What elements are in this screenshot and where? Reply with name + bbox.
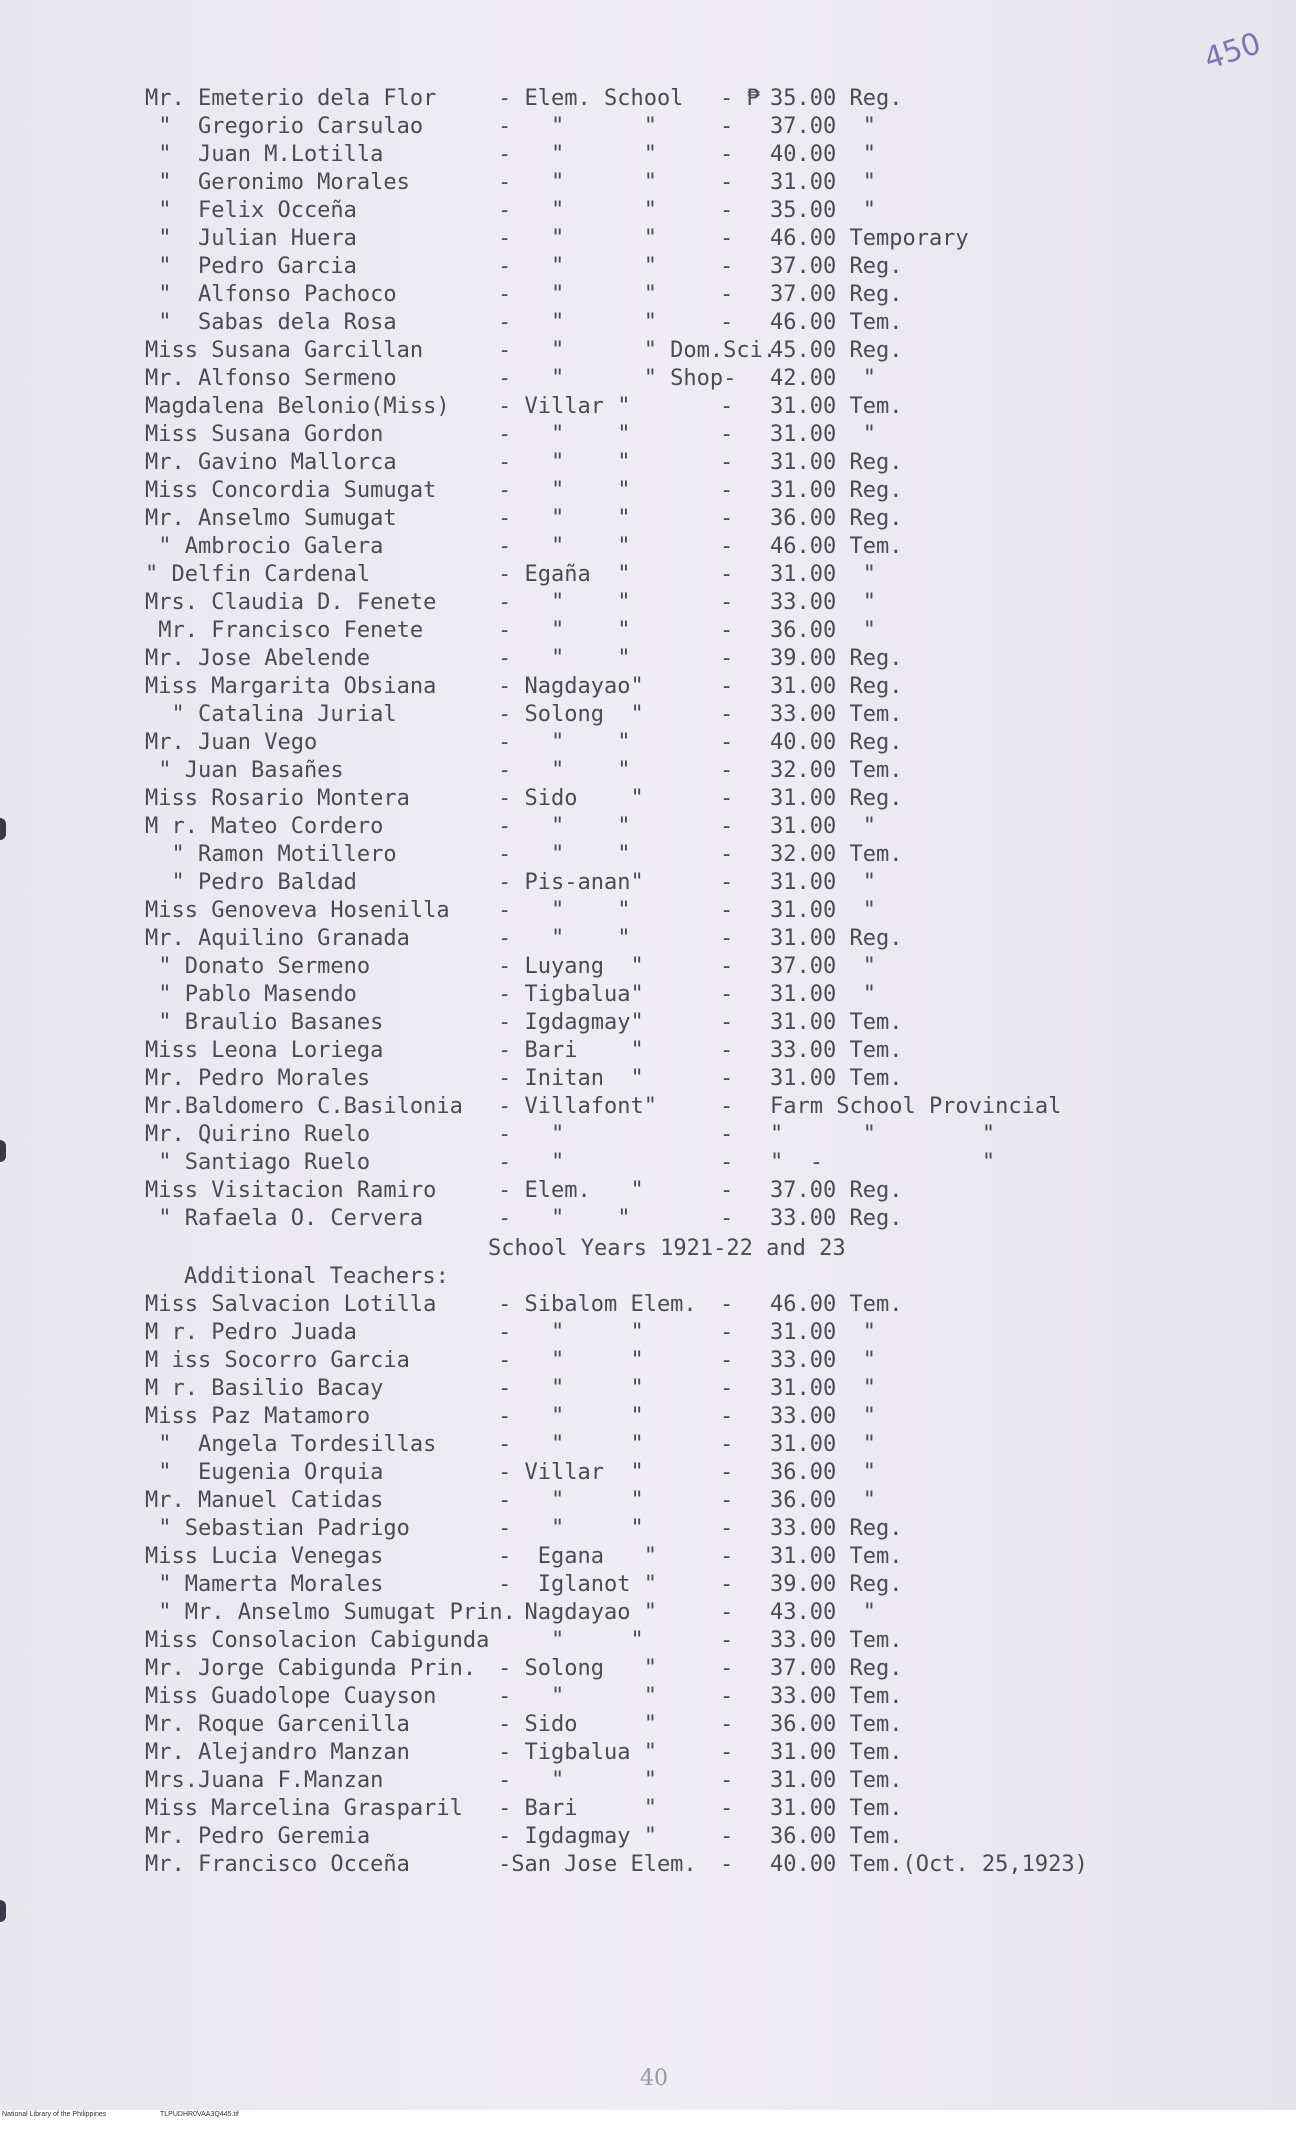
separator: -: [720, 982, 734, 1007]
school-name: - " ": [498, 254, 657, 279]
school-name: - " ": [498, 590, 631, 615]
teacher-name: " Ambrocio Galera: [145, 534, 384, 559]
school-name: - Elem. ": [498, 1178, 644, 1203]
separator: -: [720, 450, 734, 475]
salary-status: 31.00 Reg.: [770, 674, 903, 699]
school-name: - " ": [498, 506, 631, 531]
teacher-name: " Delfin Cardenal: [145, 562, 371, 587]
teacher-name: Mr. Aquilino Granada: [145, 926, 410, 951]
teacher-name: " Pedro Baldad: [145, 870, 357, 895]
salary-status: 37.00 ": [770, 114, 876, 139]
school-name: - " ": [498, 170, 657, 195]
salary-status: " - ": [770, 1150, 996, 1175]
salary-status: 46.00 Tem.: [770, 534, 903, 559]
binding-hole: [0, 1140, 6, 1162]
salary-status: 31.00 ": [770, 870, 876, 895]
school-name: - " ": [498, 1376, 644, 1401]
salary-status: 31.00 Tem.: [770, 1544, 903, 1569]
school-name: - Sibalom Elem.: [498, 1292, 697, 1317]
salary-status: 45.00 Reg.: [770, 338, 903, 363]
page-number: 450: [1199, 26, 1266, 77]
teacher-name: " Sebastian Padrigo: [145, 1516, 410, 1541]
teacher-name: Mr. Gavino Mallorca: [145, 450, 397, 475]
salary-status: 31.00 ": [770, 814, 876, 839]
separator: -: [720, 422, 734, 447]
separator: -: [720, 282, 734, 307]
separator: -: [720, 1122, 734, 1147]
teacher-name: " Mr. Anselmo Sumugat Prin.: [145, 1600, 516, 1625]
school-name: - Luyang ": [498, 954, 644, 979]
school-name: Nagdayao ": [498, 1600, 657, 1625]
salary-status: 43.00 ": [770, 1600, 876, 1625]
school-name: - Bari ": [498, 1038, 644, 1063]
school-name: " ": [498, 1628, 644, 1653]
footer-file: TLPUDHR0VAA3Q445.tif: [160, 2111, 239, 2118]
teacher-name: M r. Basilio Bacay: [145, 1376, 384, 1401]
separator: -: [720, 1684, 734, 1709]
school-name: - ": [498, 1150, 565, 1175]
salary-status: 31.00 ": [770, 422, 876, 447]
school-name: - Tigbalua ": [498, 1740, 657, 1765]
school-name: - " " Dom.Sci.: [498, 338, 777, 363]
school-name: - Igdagmay": [498, 1010, 644, 1035]
teacher-name: Mr. Jose Abelende: [145, 646, 371, 671]
teacher-name: Mr. Pedro Morales: [145, 1066, 371, 1091]
school-name: - " ": [498, 198, 657, 223]
separator: -: [720, 1010, 734, 1035]
separator: -: [720, 198, 734, 223]
bottom-mark: 40: [640, 2066, 668, 2091]
separator: -: [720, 142, 734, 167]
salary-status: 37.00 ": [770, 954, 876, 979]
teacher-name: " Angela Tordesillas: [145, 1432, 437, 1457]
salary-status: 36.00 ": [770, 618, 876, 643]
school-name: - Solong ": [498, 702, 644, 727]
salary-status: 36.00 Tem.: [770, 1712, 903, 1737]
separator: -: [720, 1572, 734, 1597]
school-name: - " ": [498, 758, 631, 783]
school-name: - " ": [498, 450, 631, 475]
salary-status: 35.00 ": [770, 198, 876, 223]
teacher-name: Mr. Juan Vego: [145, 730, 318, 755]
salary-status: 36.00 ": [770, 1488, 876, 1513]
teacher-name: " Eugenia Orquia: [145, 1460, 384, 1485]
salary-status: 31.00 ": [770, 1432, 876, 1457]
separator: -: [720, 898, 734, 923]
salary-status: " " ": [770, 1122, 996, 1147]
teacher-name: Miss Paz Matamoro: [145, 1404, 371, 1429]
school-name: - " ": [498, 422, 631, 447]
salary-status: 31.00 Tem.: [770, 1740, 903, 1765]
salary-status: 31.00 ": [770, 898, 876, 923]
school-name: - Igdagmay ": [498, 1824, 657, 1849]
separator: -: [720, 1094, 734, 1119]
salary-status: 39.00 Reg.: [770, 1572, 903, 1597]
separator: -: [720, 1768, 734, 1793]
salary-status: 32.00 Tem.: [770, 842, 903, 867]
school-name: - Egana ": [498, 1544, 657, 1569]
separator: -: [720, 1656, 734, 1681]
separator: -: [720, 170, 734, 195]
binding-hole: [0, 818, 6, 840]
school-name: - " ": [498, 1516, 644, 1541]
school-name: - " " Shop-: [498, 366, 737, 391]
teacher-name: " Alfonso Pachoco: [145, 282, 397, 307]
salary-status: 31.00 Tem.: [770, 1010, 903, 1035]
teacher-name: " Mamerta Morales: [145, 1572, 384, 1597]
salary-status: 33.00 Tem.: [770, 1628, 903, 1653]
school-name: - " ": [498, 310, 657, 335]
separator: -: [720, 1824, 734, 1849]
separator: -: [720, 1740, 734, 1765]
salary-status: 36.00 Reg.: [770, 506, 903, 531]
salary-status: 33.00 ": [770, 590, 876, 615]
salary-status: 37.00 Reg.: [770, 282, 903, 307]
school-name: -San Jose Elem.: [498, 1852, 697, 1877]
school-name: - " ": [498, 142, 657, 167]
school-name: - ": [498, 1122, 565, 1147]
separator: -: [720, 1292, 734, 1317]
separator: -: [720, 1460, 734, 1485]
teacher-name: Mr. Alejandro Manzan: [145, 1740, 410, 1765]
teacher-name: " Braulio Basanes: [145, 1010, 384, 1035]
separator: -: [720, 1376, 734, 1401]
teacher-name: Mr. Emeterio dela Flor: [145, 86, 437, 111]
teacher-name: M r. Pedro Juada: [145, 1320, 357, 1345]
separator: -: [720, 506, 734, 531]
school-name: - Tigbalua": [498, 982, 644, 1007]
separator: -: [720, 1432, 734, 1457]
salary-status: 31.00 Reg.: [770, 926, 903, 951]
salary-status: 46.00 Tem.: [770, 310, 903, 335]
salary-status: 33.00 Reg.: [770, 1516, 903, 1541]
school-name: - Bari ": [498, 1796, 657, 1821]
school-name: - " ": [498, 1488, 644, 1513]
school-name: - Solong ": [498, 1656, 657, 1681]
school-name: - " ": [498, 534, 631, 559]
footer: [0, 2110, 1296, 2119]
salary-status: 31.00 ": [770, 982, 876, 1007]
salary-status: 33.00 Reg.: [770, 1206, 903, 1231]
salary-status: 33.00 Tem.: [770, 702, 903, 727]
salary-status: 31.00 ": [770, 1320, 876, 1345]
separator: -: [720, 226, 734, 251]
separator: -: [720, 1404, 734, 1429]
school-name: - Sido ": [498, 1712, 657, 1737]
teacher-name: Mr. Francisco Occeña: [145, 1852, 410, 1877]
separator: -: [720, 702, 734, 727]
separator: -: [720, 814, 734, 839]
teacher-name: Miss Leona Loriega: [145, 1038, 384, 1063]
school-years-heading: School Years 1921-22 and 23: [488, 1236, 846, 1261]
salary-status: 32.00 Tem.: [770, 758, 903, 783]
salary-status: 33.00 Tem.: [770, 1684, 903, 1709]
salary-status: 37.00 Reg.: [770, 254, 903, 279]
salary-status: 31.00 Tem.: [770, 1066, 903, 1091]
teacher-name: Mrs.Juana F.Manzan: [145, 1768, 384, 1793]
teacher-name: Mr. Francisco Fenete: [145, 618, 424, 643]
separator: -: [720, 534, 734, 559]
binding-hole: [0, 1900, 6, 1922]
separator: -: [720, 1796, 734, 1821]
teacher-name: Miss Salvacion Lotilla: [145, 1292, 437, 1317]
salary-status: 42.00 ": [770, 366, 876, 391]
school-name: - Iglanot ": [498, 1572, 657, 1597]
teacher-name: " Ramon Motillero: [145, 842, 397, 867]
school-name: - " ": [498, 1684, 657, 1709]
salary-status: 31.00 ": [770, 1376, 876, 1401]
salary-status: 31.00 Tem.: [770, 394, 903, 419]
salary-status: 36.00 ": [770, 1460, 876, 1485]
separator: -: [720, 1320, 734, 1345]
school-name: - " ": [498, 618, 631, 643]
separator: -: [720, 254, 734, 279]
school-name: - " ": [498, 1432, 644, 1457]
separator: -: [720, 1066, 734, 1091]
school-name: - " ": [498, 842, 631, 867]
salary-status: 31.00 Tem.: [770, 1796, 903, 1821]
salary-status: 33.00 ": [770, 1404, 876, 1429]
separator: -: [720, 590, 734, 615]
salary-status: 33.00 ": [770, 1348, 876, 1373]
teacher-name: " Julian Huera: [145, 226, 357, 251]
teacher-name: " Juan Basañes: [145, 758, 344, 783]
school-name: - Nagdayao": [498, 674, 644, 699]
separator: -: [720, 1544, 734, 1569]
school-name: - Villar ": [498, 394, 631, 419]
teacher-name: Miss Marcelina Grasparil: [145, 1796, 463, 1821]
school-name: - " ": [498, 646, 631, 671]
separator: -: [720, 1206, 734, 1231]
teacher-name: " Sabas dela Rosa: [145, 310, 397, 335]
separator: -: [720, 1348, 734, 1373]
teacher-name: Mrs. Claudia D. Fenete: [145, 590, 437, 615]
teacher-name: Miss Susana Gordon: [145, 422, 384, 447]
school-name: - " ": [498, 114, 657, 139]
salary-status: 46.00 Tem.: [770, 1292, 903, 1317]
school-name: - Sido ": [498, 786, 644, 811]
separator: -: [720, 926, 734, 951]
salary-status: 46.00 Temporary: [770, 226, 969, 251]
school-name: - " ": [498, 1348, 644, 1373]
teacher-name: Miss Consolacion Cabigunda: [145, 1628, 490, 1653]
school-name: - " ": [498, 1768, 657, 1793]
teacher-name: Miss Lucia Venegas: [145, 1544, 384, 1569]
salary-status: 31.00 Reg.: [770, 450, 903, 475]
separator: -: [720, 1628, 734, 1653]
separator: -: [720, 1516, 734, 1541]
separator: -: [720, 1038, 734, 1063]
additional-teachers-heading: Additional Teachers:: [184, 1264, 449, 1289]
salary-status: 33.00 Tem.: [770, 1038, 903, 1063]
salary-status: Farm School Provincial: [770, 1094, 1062, 1119]
separator: -: [720, 1178, 734, 1203]
salary-status: 31.00 Reg.: [770, 786, 903, 811]
separator: -: [720, 870, 734, 895]
teacher-name: " Catalina Jurial: [145, 702, 397, 727]
separator: -: [720, 1712, 734, 1737]
teacher-name: Mr. Alfonso Sermeno: [145, 366, 397, 391]
school-name: - Villar ": [498, 1460, 644, 1485]
school-name: - " ": [498, 814, 631, 839]
salary-status: 31.00 Tem.: [770, 1768, 903, 1793]
teacher-name: Mr. Manuel Catidas: [145, 1488, 384, 1513]
teacher-name: Miss Susana Garcillan: [145, 338, 424, 363]
teacher-name: Mr.Baldomero C.Basilonia: [145, 1094, 463, 1119]
teacher-name: Miss Concordia Sumugat: [145, 478, 437, 503]
salary-status: 31.00 Reg.: [770, 478, 903, 503]
separator: -: [720, 618, 734, 643]
separator: -: [720, 786, 734, 811]
salary-status: 37.00 Reg.: [770, 1178, 903, 1203]
teacher-name: Mr. Anselmo Sumugat: [145, 506, 397, 531]
separator: -: [720, 1600, 734, 1625]
salary-status: 31.00 ": [770, 170, 876, 195]
salary-status: 36.00 Tem.: [770, 1824, 903, 1849]
separator: -: [720, 1488, 734, 1513]
teacher-name: M r. Mateo Cordero: [145, 814, 384, 839]
teacher-name: Mr. Jorge Cabigunda Prin.: [145, 1656, 477, 1681]
teacher-name: Miss Genoveva Hosenilla: [145, 898, 450, 923]
separator: -: [720, 1150, 734, 1175]
school-name: - Initan ": [498, 1066, 644, 1091]
school-name: - " ": [498, 926, 631, 951]
school-name: - " ": [498, 226, 657, 251]
salary-status: 39.00 Reg.: [770, 646, 903, 671]
school-name: - " ": [498, 1320, 644, 1345]
salary-status: 40.00 Tem.(Oct. 25,1923): [770, 1852, 1088, 1877]
teacher-name: Miss Guadolope Cuayson: [145, 1684, 437, 1709]
school-name: - Pis-anan": [498, 870, 644, 895]
footer-source: National Library of the Philippines: [2, 2111, 107, 2118]
separator: -: [720, 954, 734, 979]
separator: -: [720, 114, 734, 139]
teacher-name: " Pablo Masendo: [145, 982, 357, 1007]
teacher-name: " Rafaela O. Cervera: [145, 1206, 424, 1231]
school-name: - " ": [498, 730, 631, 755]
teacher-name: Mr. Pedro Geremia: [145, 1824, 371, 1849]
teacher-name: Mr. Roque Garcenilla: [145, 1712, 410, 1737]
teacher-name: M iss Socorro Garcia: [145, 1348, 410, 1373]
salary-status: 37.00 Reg.: [770, 1656, 903, 1681]
teacher-name: Miss Visitacion Ramiro: [145, 1178, 437, 1203]
teacher-name: " Gregorio Carsulao: [145, 114, 424, 139]
separator: -: [720, 1852, 734, 1877]
salary-status: 40.00 Reg.: [770, 730, 903, 755]
teacher-name: Mr. Quirino Ruelo: [145, 1122, 371, 1147]
teacher-name: " Donato Sermeno: [145, 954, 371, 979]
salary-status: 35.00 Reg.: [770, 86, 903, 111]
separator: -: [720, 562, 734, 587]
school-name: - " ": [498, 282, 657, 307]
salary-status: 31.00 ": [770, 562, 876, 587]
separator: -: [720, 758, 734, 783]
school-name: - " ": [498, 898, 631, 923]
separator: -: [720, 842, 734, 867]
salary-status: 40.00 ": [770, 142, 876, 167]
teacher-name: " Juan M.Lotilla: [145, 142, 384, 167]
teacher-name: Magdalena Belonio(Miss): [145, 394, 450, 419]
school-name: - Egaña ": [498, 562, 631, 587]
teacher-name: Miss Rosario Montera: [145, 786, 410, 811]
school-name: - " ": [498, 1206, 631, 1231]
teacher-name: " Felix Occeña: [145, 198, 357, 223]
teacher-name: " Santiago Ruelo: [145, 1150, 371, 1175]
separator: -: [720, 646, 734, 671]
school-name: - Villafont": [498, 1094, 657, 1119]
separator: -: [720, 310, 734, 335]
separator: -: [720, 674, 734, 699]
separator: - ₱: [720, 86, 760, 111]
teacher-name: " Geronimo Morales: [145, 170, 410, 195]
school-name: - " ": [498, 1404, 644, 1429]
teacher-name: " Pedro Garcia: [145, 254, 357, 279]
teacher-name: Miss Margarita Obsiana: [145, 674, 437, 699]
separator: -: [720, 394, 734, 419]
separator: -: [720, 730, 734, 755]
school-name: - Elem. School: [498, 86, 684, 111]
separator: -: [720, 478, 734, 503]
school-name: - " ": [498, 478, 631, 503]
